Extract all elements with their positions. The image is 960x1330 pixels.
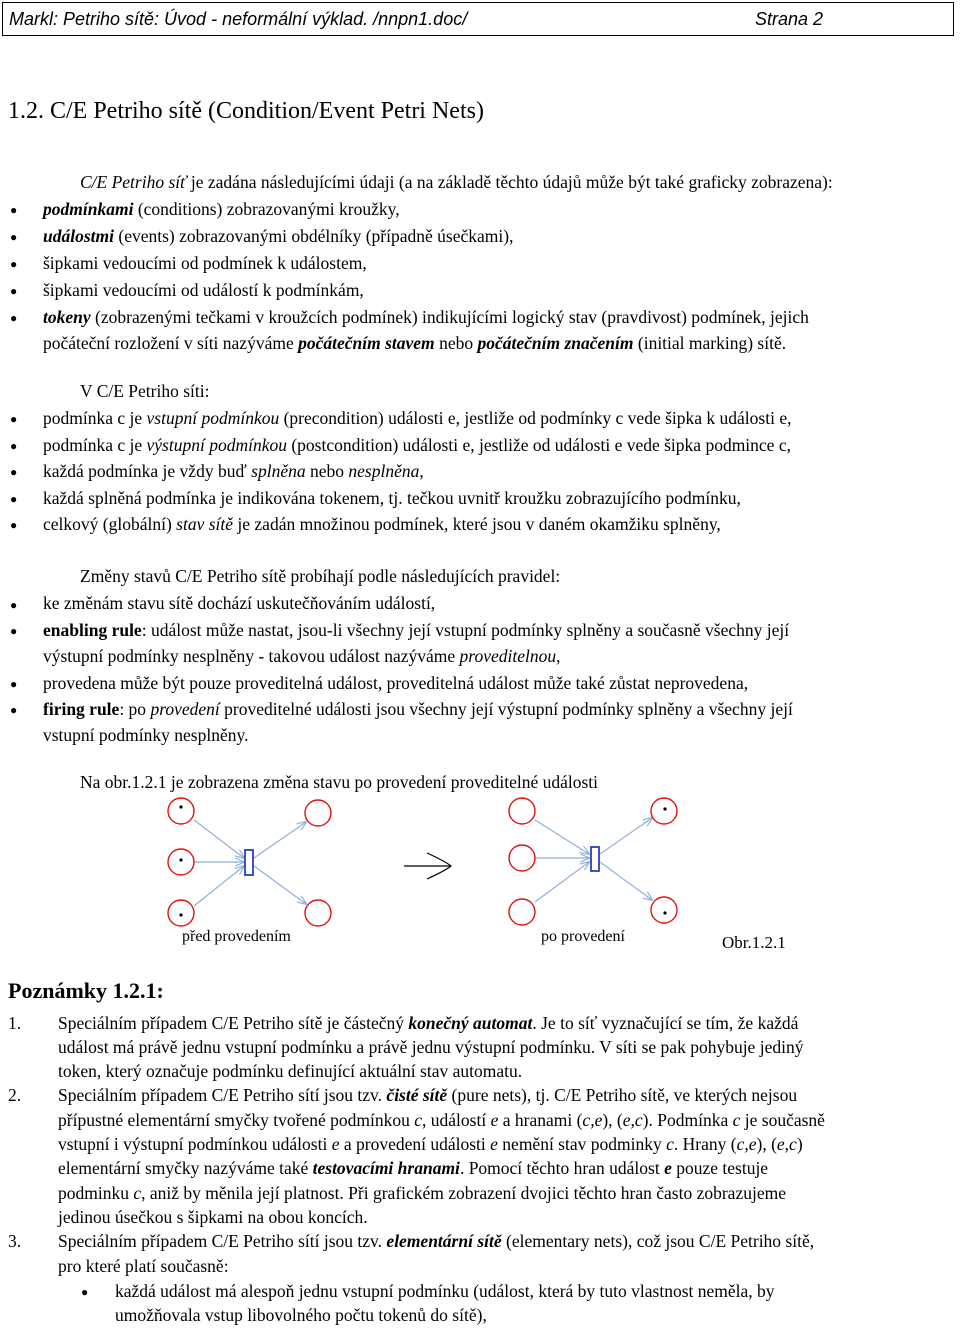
note-line: Speciálním případem C/E Petriho sítě je částečný konečný automat. Je to síť vyznačující se tím, že každá xyxy=(58,1013,799,1033)
condition-place xyxy=(509,798,535,824)
arc xyxy=(254,866,306,904)
notes-heading: Poznámky 1.2.1: xyxy=(8,978,164,1003)
list-item: šipkami vedoucími od událostí k podmínkám, xyxy=(43,280,364,300)
note-number: 2. xyxy=(8,1085,22,1105)
figure-intro: Na obr.1.2.1 je zobrazena změna stavu po provedení proveditelné události xyxy=(80,772,599,792)
list-item: podmínkami (conditions) zobrazovanými kroužky, xyxy=(43,199,400,219)
arc xyxy=(535,862,589,902)
bullet: ● xyxy=(10,439,18,453)
figure-label: Obr.1.2.1 xyxy=(722,933,786,952)
token xyxy=(179,805,182,808)
list-item-continuation: vstupní podmínky nesplněny. xyxy=(43,725,249,745)
net-before xyxy=(168,798,331,926)
note-number: 3. xyxy=(8,1231,22,1251)
token xyxy=(663,911,666,914)
figure-label-before: před provedením xyxy=(182,928,291,945)
figure-label-after: po provedení xyxy=(541,928,625,945)
page-header xyxy=(2,2,954,36)
arc xyxy=(254,822,306,858)
condition-place xyxy=(168,798,194,824)
note-line: pro které platí současně: xyxy=(58,1256,229,1276)
bullet: ● xyxy=(10,492,18,506)
token xyxy=(179,858,182,861)
bullet: ● xyxy=(10,677,18,691)
condition-place xyxy=(509,845,535,871)
bullet: ● xyxy=(10,624,18,638)
list-item: enabling rule: událost může nastat, jsou-li všechny její vstupní podmínky splněny a současně všechny její xyxy=(43,620,790,640)
arc xyxy=(194,866,244,906)
list-item: tokeny (zobrazenými tečkami v kroužcích podmínek) indikujícími logický stav (pravdivost) podmínek, jejich xyxy=(43,307,809,327)
bullet: ● xyxy=(10,465,18,479)
note-line: vstupní i výstupní podmínkou události e a provedení události e nemění stav podminky c. Hrany (c,e), (e,c) xyxy=(58,1134,803,1154)
token xyxy=(663,807,666,810)
bullet: ● xyxy=(10,703,18,717)
list-item: každá splněná podmínka je indikována tokenem, tj. tečkou uvnitř kroužku zobrazujícího podmínku, xyxy=(43,488,741,508)
bullet: ● xyxy=(10,518,18,532)
list-item: podmínka c je vstupní podmínkou (precondition) události e, jestliže od podmínky c vede šipka k události e, xyxy=(43,408,792,428)
bullet: ● xyxy=(10,311,18,325)
intro-line: C/E Petriho síť je zadána následujícími údaji (a na základě těchto údajů může být také graficky zobrazena): xyxy=(80,172,833,192)
condition-place xyxy=(305,800,331,826)
bullet: ● xyxy=(10,598,18,612)
note-line: podminku c, aniž by měnila její platnost. Při grafickém zobrazení dvojici těchto hran často zobrazujeme xyxy=(58,1183,786,1203)
arc xyxy=(194,820,244,858)
note-line: každá událost má alespoň jednu vstupní podmínku (událost, která by tuto vlastnost neměla, by xyxy=(115,1281,775,1301)
header-left: Markl: Petriho sítě: Úvod - neformální výklad. /nnpn1.doc/ xyxy=(9,9,468,29)
list-item: podmínka c je výstupní podmínkou (postcondition) události e, jestliže od události e vede šipka podmince c, xyxy=(43,435,791,455)
list-item: firing rule: po provedení proveditelné události jsou všechny její výstupní podmínky splněny a všechny její xyxy=(43,699,793,719)
bullet: ● xyxy=(10,284,18,298)
event-transition xyxy=(245,850,253,875)
list-item: každá podmínka je vždy buď splněna nebo nesplněna, xyxy=(43,461,424,481)
list-item: provedena může být pouze proveditelná událost, proveditelná událost může také zůstat neprovedena, xyxy=(43,673,749,693)
paragraph: V C/E Petriho síti: xyxy=(80,381,210,401)
arc xyxy=(535,820,589,854)
note-line: elementární smyčky nazýváme také testovacími hranami. Pomocí těchto hran událost e pouze testuje xyxy=(58,1158,769,1178)
state-change-arrow xyxy=(404,853,451,879)
note-line: Speciálním případem C/E Petriho sítí jsou tzv. elementární sítě (elementary nets), což jsou C/E Petriho sítě, xyxy=(58,1231,815,1251)
bullet: ● xyxy=(10,257,18,271)
list-item: celkový (globální) stav sítě je zadán množinou podmínek, které jsou v daném okamžiku splněny, xyxy=(43,514,721,534)
arc xyxy=(600,862,652,900)
note-line: token, který označuje podmínku definující aktuální stav automatu. xyxy=(58,1061,523,1081)
condition-place xyxy=(305,900,331,926)
note-number: 1. xyxy=(8,1013,22,1033)
arc xyxy=(600,818,652,854)
list-item: ke změnám stavu sítě dochází uskutečňováním událostí, xyxy=(43,593,436,613)
note-line: umožňovala vstup libovolného počtu tokenů do sítě), xyxy=(115,1305,487,1325)
list-item: událostmi (events) zobrazovanými obdélníky (případně úsečkami), xyxy=(43,226,514,246)
bullet: ● xyxy=(10,412,18,426)
section-title: 1.2. C/E Petriho sítě (Condition/Event Petri Nets) xyxy=(8,98,484,124)
note-line: jedinou úsečkou s šipkami na obou koncích. xyxy=(58,1207,368,1227)
bullet: ● xyxy=(81,1285,89,1299)
net-after xyxy=(509,798,677,925)
event-transition xyxy=(591,847,599,871)
condition-place xyxy=(651,798,677,824)
bullet: ● xyxy=(10,203,18,217)
token xyxy=(179,913,182,916)
condition-place xyxy=(168,900,194,926)
header-page-number: Strana 2 xyxy=(755,9,824,29)
note-line: událost má právě jednu vstupní podmínku a právě jednu výstupní podmínku. V síti se pak pohybuje jediný xyxy=(58,1037,804,1057)
list-item-continuation: počáteční rozložení v síti nazýváme počátečním stavem nebo počátečním značením (initial marking) sítě. xyxy=(43,333,787,353)
note-line: Speciálním případem C/E Petriho sítí jsou tzv. čisté sítě (pure nets), tj. C/E Petriho sítě, ve kterých nejsou xyxy=(58,1085,798,1105)
condition-place xyxy=(509,899,535,925)
paragraph: Změny stavů C/E Petriho sítě probíhají podle následujících pravidel: xyxy=(80,566,561,586)
list-item-continuation: výstupní podmínky nesplněny - takovou událost nazýváme proveditelnou, xyxy=(43,646,561,666)
condition-place xyxy=(651,897,677,923)
note-line: přípustné elementární smyčky tvořené podmínkou c, událostí e a hranami (c,e), (e,c). Podmínka c je současně xyxy=(58,1110,825,1130)
bullet: ● xyxy=(10,230,18,244)
list-item: šipkami vedoucími od podmínek k událostem, xyxy=(43,253,367,273)
condition-place xyxy=(168,849,194,875)
